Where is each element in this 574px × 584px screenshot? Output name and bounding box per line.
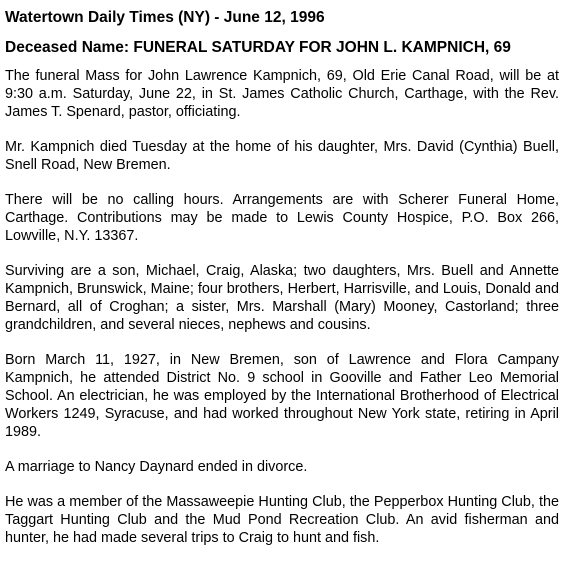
source-heading: Watertown Daily Times (NY) - June 12, 1996 bbox=[5, 9, 325, 26]
paragraph-marriage: A marriage to Nancy Daynard ended in divorce. bbox=[5, 459, 308, 475]
paragraph-arrangements: There will be no calling hours. Arrangements are with Scherer Funeral Home, Carthage. Contributions may be made to Lewis County Hospice, P.O. Box 266, Lowville, N.Y. 13367. bbox=[5, 192, 559, 244]
paragraph-biography: Born March 11, 1927, in New Bremen, son of Lawrence and Flora Campany Kampnich, he attended District No. 9 school in Gooville and Father Leo Memorial School. An electrician, he was employed by the International Brotherhood of Electrical Workers 1249, Syracuse, and had worked throughout New York state, retiring in April 1989. bbox=[5, 352, 559, 440]
paragraph-funeral-mass: The funeral Mass for John Lawrence Kampnich, 69, Old Erie Canal Road, will be at 9:30 a.m. Saturday, June 22, in St. James Catholic Church, Carthage, with the Rev. James T. Spenard, pastor, officiating. bbox=[5, 68, 559, 120]
paragraph-survivors: Surviving are a son, Michael, Craig, Alaska; two daughters, Mrs. Buell and Annette Kampnich, Brunswick, Maine; four brothers, Herbert, Harrisville, and Louis, Donald and Bernard, all of Croghan; a sister, Mrs. Marshall (Mary) Mooney, Castorland; three grandchildren, and several nieces, nephews and cousins. bbox=[5, 263, 559, 333]
paragraph-death: Mr. Kampnich died Tuesday at the home of his daughter, Mrs. David (Cynthia) Buell, Snell Road, New Bremen. bbox=[5, 139, 559, 173]
deceased-name-heading: Deceased Name: FUNERAL SATURDAY FOR JOHN L. KAMPNICH, 69 bbox=[5, 39, 511, 56]
paragraph-memberships: He was a member of the Massaweepie Hunting Club, the Pepperbox Hunting Club, the Taggart Hunting Club and the Mud Pond Recreation Club. An avid fisherman and hunter, he had made several trips to Craig to hunt and fish. bbox=[5, 494, 559, 546]
